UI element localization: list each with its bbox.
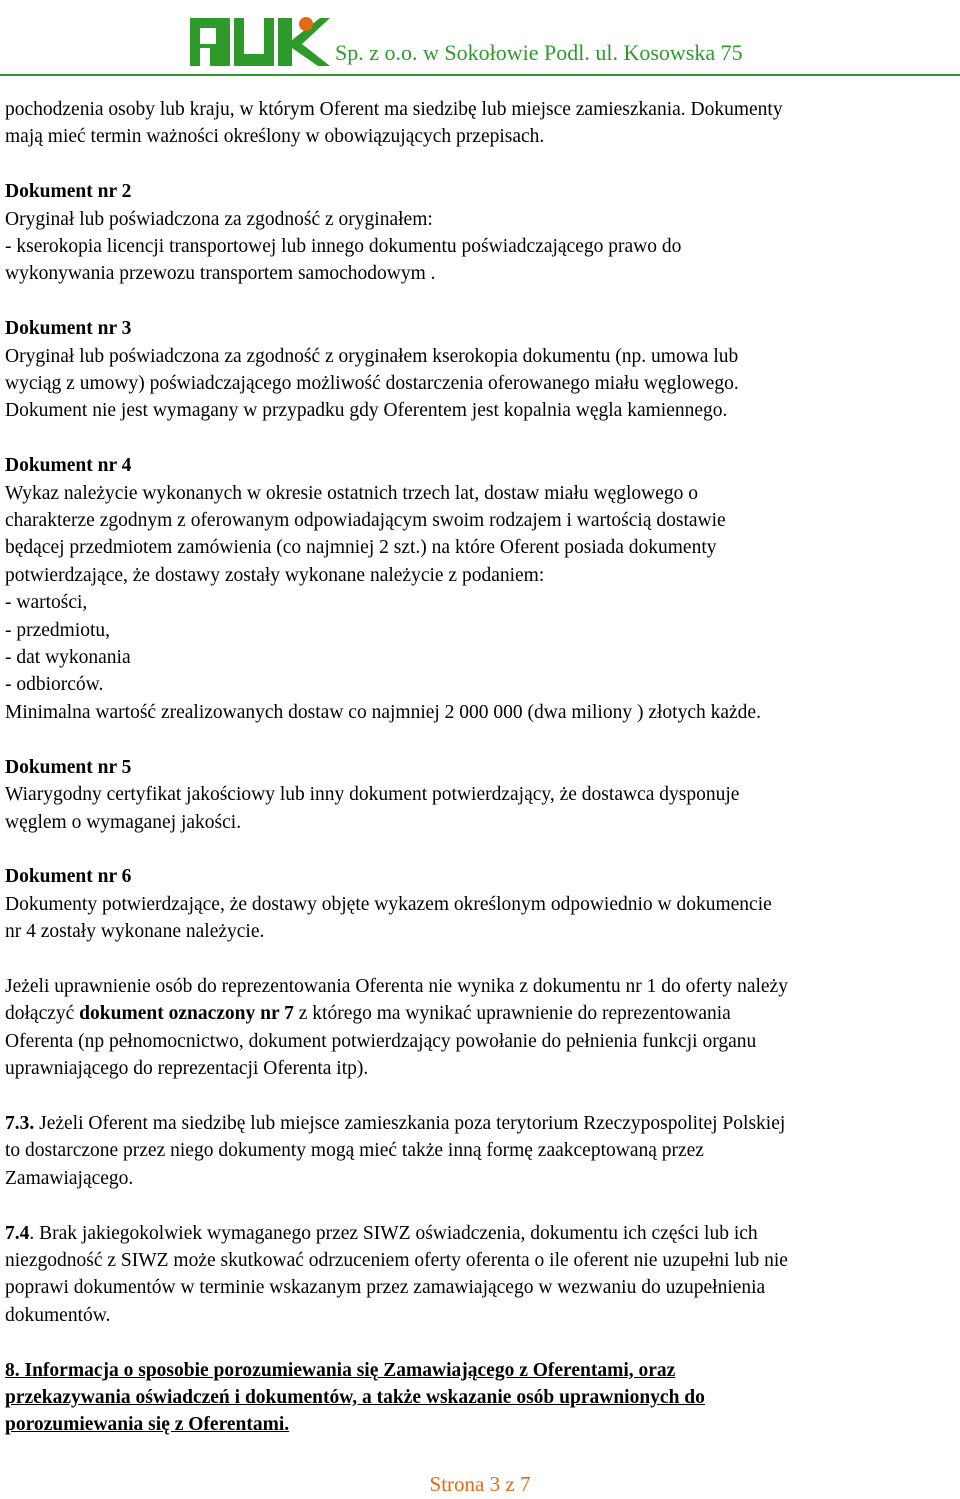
intro-line: mają mieć termin ważności określony w obowiązujących przepisach.: [5, 126, 545, 148]
list-item: - przedmiotu,: [5, 619, 111, 641]
paragraph-line: potwierdzające, że dostawy zostały wykonane należycie z podaniem:: [5, 564, 545, 586]
paragraph-line: Oryginał lub poświadczona za zgodność z oryginałem:: [5, 208, 433, 230]
paragraph-line: będącej przedmiotem zamówienia (co najmniej 2 szt.) na które Oferent posiada dokumenty: [5, 537, 717, 559]
paragraph-line: dołączyć dokument oznaczony nr 7 z którego ma wynikać uprawnienie do reprezentowania: [5, 1003, 731, 1025]
header-divider: [0, 74, 960, 76]
paragraph-line: niezgodność z SIWZ może skutkować odrzuceniem oferty oferenta o ile oferent nie uzupełni lub nie: [5, 1249, 788, 1271]
list-item: - odbiorców.: [5, 674, 104, 696]
intro-line: pochodzenia osoby lub kraju, w którym Oferent ma siedzibę lub miejsce zamieszkania. Dokumenty: [5, 99, 783, 120]
paragraph-line: charakterze zgodnym z oferowanym odpowiadającym swoim rodzajem i wartością dostawie: [5, 510, 726, 532]
document-body: [5, 96, 955, 1439]
document-2-heading: Dokument nr 2: [5, 181, 132, 203]
document-4-heading: Dokument nr 4: [5, 455, 132, 477]
document-5-heading: Dokument nr 5: [5, 756, 132, 778]
paragraph-line: poprawi dokumentów w terminie wskazanym przez zamawiającego w wezwaniu do uzupełnienia: [5, 1277, 766, 1299]
paragraph-line: Oryginał lub poświadczona za zgodność z oryginałem kserokopia dokumentu (np. umowa lub: [5, 345, 739, 367]
list-item: - dat wykonania: [5, 647, 131, 669]
paragraph-line: wykonywania przewozu transportem samochodowym .: [5, 263, 436, 285]
paragraph-line: Zamawiającego.: [5, 1167, 134, 1189]
document-6-heading: Dokument nr 6: [5, 866, 132, 888]
paragraph-line: Wiarygodny certyfikat jakościowy lub inny dokument potwierdzający, że dostawca dysponuje: [5, 784, 740, 806]
section-7-3: 7.3. Jeżeli Oferent ma siedzibę lub miejsce zamieszkania poza terytorium Rzeczypospolitej Polskiej: [5, 1112, 786, 1134]
paragraph-line: Jeżeli uprawnienie osób do reprezentowania Oferenta nie wynika z dokumentu nr 1 do oferty należy: [5, 975, 788, 997]
section-8-heading: 8. Informacja o sposobie porozumiewania się Zamawiającego z Oferentami, oraz: [5, 1359, 676, 1381]
list-item: - wartości,: [5, 592, 88, 614]
paragraph-line: Minimalna wartość zrealizowanych dostaw co najmniej 2 000 000 (dwa miliony ) złotych każde.: [5, 701, 761, 723]
paragraph-line: Dokumenty potwierdzające, że dostawy objęte wykazem określonym odpowiednio w dokumencie: [5, 893, 772, 915]
page-header: [0, 0, 960, 80]
paragraph-line: - kserokopia licencji transportowej lub innego dokumentu poświadczającego prawo do: [5, 236, 682, 258]
document-7-label: dokument oznaczony nr 7: [79, 1003, 294, 1025]
paragraph-line: uprawniającego do reprezentacji Oferenta itp).: [5, 1058, 369, 1080]
paragraph-line: wyciąg z umowy) poświadczającego możliwość dostarczenia oferowanego miału węglowego.: [5, 373, 739, 395]
company-address: Sp. z o.o. w Sokołowie Podl. ul. Kosowska 75: [335, 40, 743, 65]
paragraph-line: nr 4 zostały wykonane należycie.: [5, 921, 265, 943]
page-number: Strona 3 z 7: [429, 1472, 531, 1496]
section-7-4: 7.4. Brak jakiegokolwiek wymaganego przez SIWZ oświadczenia, dokumentu ich części lub ich: [5, 1222, 758, 1244]
paragraph-line: Oferenta (np pełnomocnictwo, dokument potwierdzający powołanie do pełnienia funkcji organu: [5, 1030, 757, 1052]
section-8-heading: porozumiewania się z Oferentami.: [5, 1414, 290, 1436]
paragraph-line: dokumentów.: [5, 1304, 111, 1326]
company-logo: [190, 10, 330, 70]
paragraph-line: Dokument nie jest wymagany w przypadku gdy Oferentem jest kopalnia węgla kamiennego.: [5, 400, 728, 422]
section-8-heading: przekazywania oświadczeń i dokumentów, a także wskazanie osób uprawnionych do: [5, 1386, 705, 1408]
paragraph-line: Wykaz należycie wykonanych w okresie ostatnich trzech lat, dostaw miału węglowego o: [5, 482, 699, 504]
paragraph-line: to dostarczone przez niego dokumenty mogą mieć także inną formę zaakceptowaną przez: [5, 1140, 704, 1162]
document-3-heading: Dokument nr 3: [5, 318, 132, 340]
paragraph-line: węglem o wymaganej jakości.: [5, 811, 242, 833]
